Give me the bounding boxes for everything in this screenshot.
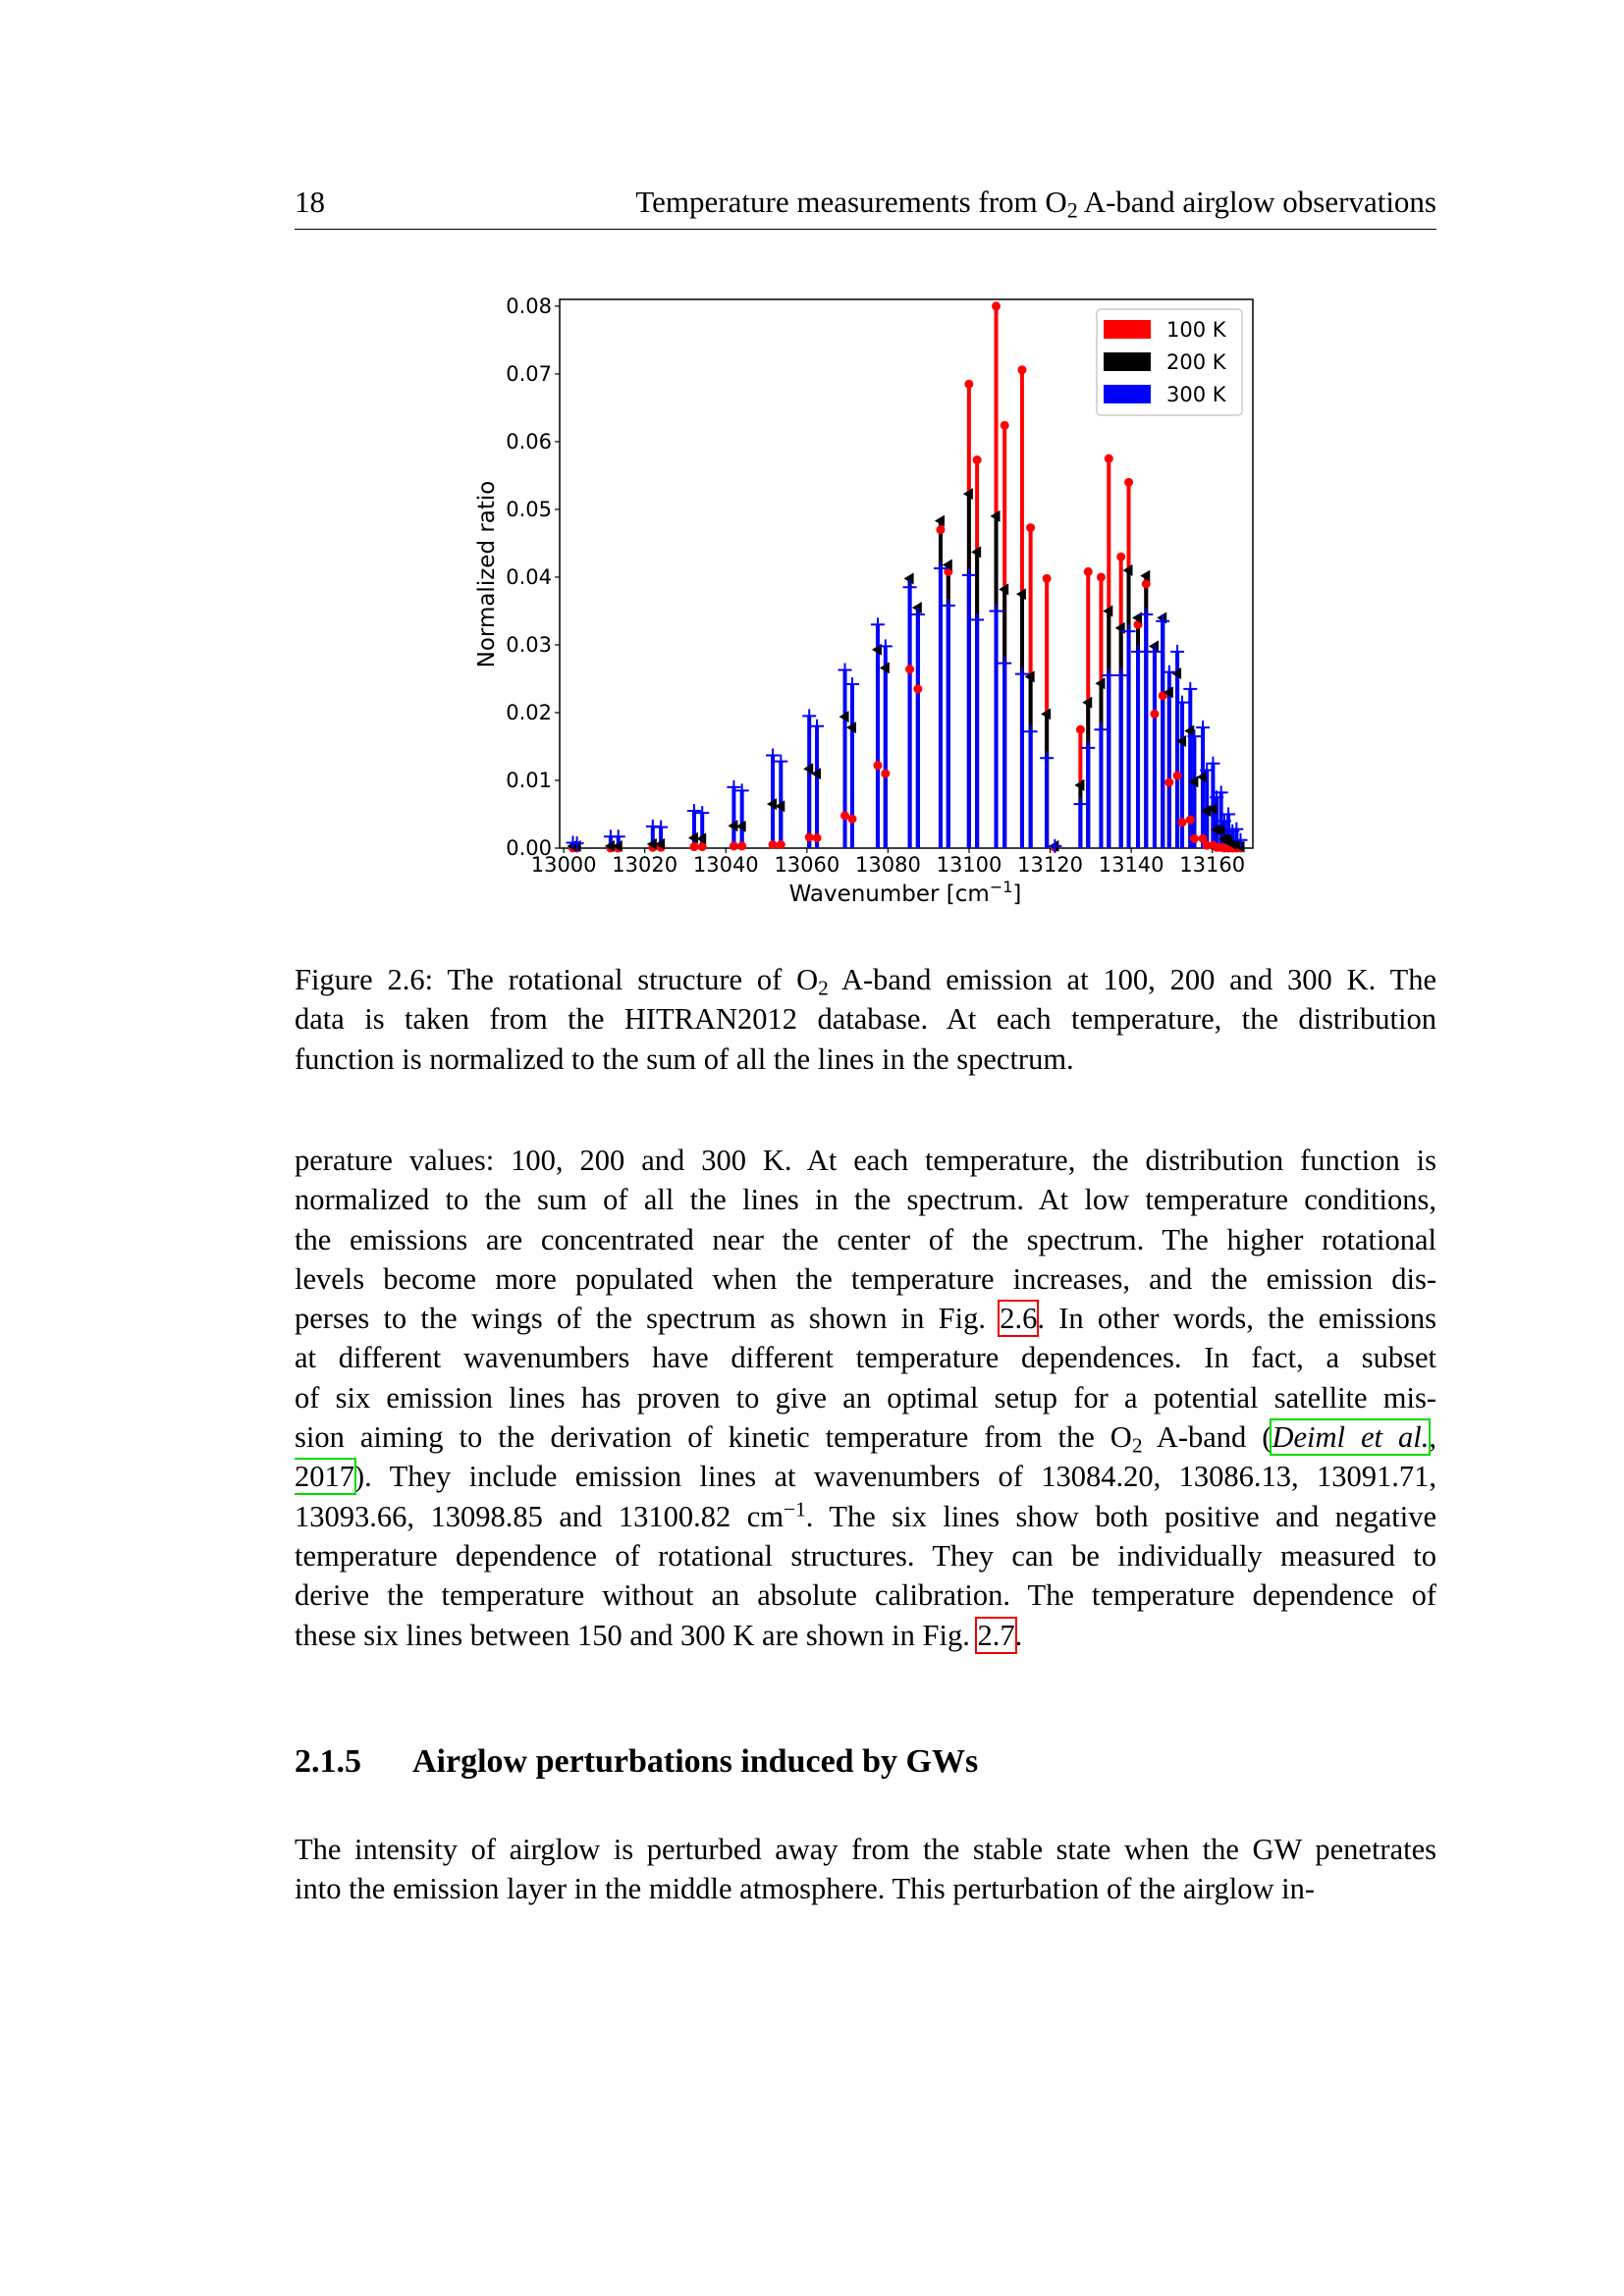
text-segment: levels become more populated when the temperature increases, and the emission dis- bbox=[295, 1261, 1436, 1296]
text-segment: 13093.66, 13098.85 and 13100.82 cm bbox=[295, 1499, 785, 1533]
section-number: 2.1.5 bbox=[295, 1743, 361, 1780]
marker-circle bbox=[1173, 772, 1182, 780]
text-segment: into the emission layer in the middle atmosphere. This perturbation of the airglow in- bbox=[295, 1872, 1316, 1906]
marker-circle bbox=[737, 841, 746, 850]
text-line bbox=[295, 1299, 1436, 1338]
marker-circle bbox=[1164, 778, 1173, 787]
legend-label: 100 K bbox=[1166, 318, 1226, 342]
legend bbox=[1097, 309, 1242, 415]
text-segment: . bbox=[1014, 1618, 1023, 1652]
x-axis-label-text: Wavenumber [cm bbox=[788, 881, 990, 907]
y-tick-label: 0.07 bbox=[506, 361, 552, 386]
y-tick-label: 0.00 bbox=[506, 836, 552, 860]
legend-swatch bbox=[1104, 385, 1151, 403]
x-tick-label: 13120 bbox=[1017, 853, 1083, 877]
marker-circle bbox=[730, 841, 738, 850]
running-title bbox=[635, 185, 1436, 223]
x-tick-label: 13000 bbox=[530, 853, 597, 877]
x-axis-label-end: ] bbox=[1012, 881, 1022, 907]
marker-circle bbox=[964, 380, 973, 389]
x-tick-label: 13060 bbox=[774, 853, 840, 877]
text-line bbox=[295, 1575, 1436, 1615]
text-line bbox=[295, 1497, 1436, 1536]
marker-circle bbox=[1026, 523, 1035, 532]
marker-circle bbox=[1097, 572, 1106, 581]
figure-2-6-chart bbox=[452, 285, 1276, 923]
text-line bbox=[295, 1830, 1436, 1869]
legend-swatch bbox=[1104, 320, 1151, 339]
subscript: 2 bbox=[818, 976, 829, 1000]
y-tick-label: 0.02 bbox=[506, 700, 552, 724]
x-tick-label: 13040 bbox=[692, 853, 759, 877]
text-line bbox=[295, 1378, 1436, 1417]
text-line bbox=[295, 1338, 1436, 1377]
legend-label: 200 K bbox=[1166, 350, 1226, 374]
text-segment: A-band emission at 100, 200 and 300 K. The bbox=[828, 963, 1436, 996]
text-segment: normalized to the sum of all the lines in the spectrum. At low temperature conditions, bbox=[295, 1183, 1436, 1217]
marker-circle bbox=[777, 840, 785, 849]
y-tick-label: 0.06 bbox=[506, 429, 552, 454]
text-segment: these six lines between 150 and 300 K are shown in Fig. bbox=[295, 1618, 978, 1652]
text-segment: perses to the wings of the spectrum as shown in Fig. bbox=[295, 1302, 1001, 1336]
text-segment: data is taken from the HITRAN2012 database. At each temperature, the distribution bbox=[295, 1002, 1436, 1037]
text-segment: temperature dependence of rotational structures. They can be individually measured to bbox=[295, 1538, 1436, 1573]
text-line bbox=[295, 960, 1436, 999]
section-title: Airglow perturbations induced by GWs bbox=[412, 1743, 979, 1780]
text-line bbox=[295, 1180, 1436, 1219]
superscript: −1 bbox=[784, 1497, 806, 1521]
figure-caption bbox=[295, 960, 1436, 1079]
marker-circle bbox=[847, 815, 856, 824]
running-header bbox=[295, 185, 1436, 223]
marker-circle bbox=[805, 832, 814, 841]
citation-link[interactable]: 2017 bbox=[295, 1460, 354, 1494]
legend-label: 300 K bbox=[1166, 383, 1226, 406]
marker-circle bbox=[913, 684, 922, 693]
text-line bbox=[295, 1616, 1436, 1655]
text-line bbox=[295, 1040, 1436, 1079]
text-segment: , bbox=[1429, 1420, 1436, 1455]
text-line bbox=[295, 1536, 1436, 1575]
legend-swatch bbox=[1104, 352, 1151, 371]
marker-circle bbox=[936, 525, 945, 534]
marker-circle bbox=[1001, 421, 1009, 430]
x-axis-ticks bbox=[531, 848, 1245, 877]
text-line bbox=[295, 1457, 1436, 1496]
marker-circle bbox=[905, 665, 914, 673]
header-rule bbox=[295, 229, 1436, 230]
text-line bbox=[295, 1417, 1436, 1457]
marker-circle bbox=[769, 840, 778, 849]
marker-circle bbox=[1017, 365, 1026, 374]
x-axis-label-sup: −1 bbox=[989, 878, 1013, 896]
body-paragraph-2 bbox=[295, 1830, 1436, 1909]
page-number: 18 bbox=[295, 185, 325, 219]
marker-circle bbox=[1190, 834, 1199, 843]
running-title-text: A-band airglow observations bbox=[1077, 185, 1436, 219]
text-line bbox=[295, 1869, 1436, 1908]
y-tick-label: 0.04 bbox=[506, 564, 552, 589]
marker-circle bbox=[813, 833, 822, 842]
x-axis-label bbox=[789, 878, 1022, 907]
marker-circle bbox=[973, 455, 982, 464]
text-segment: A-band ( bbox=[1142, 1420, 1272, 1455]
citation-link[interactable]: Deiml et al. bbox=[1272, 1420, 1430, 1455]
marker-circle bbox=[1186, 816, 1195, 825]
marker-circle bbox=[992, 301, 1001, 310]
marker-circle bbox=[1178, 818, 1187, 827]
x-tick-label: 13020 bbox=[612, 853, 678, 877]
text-segment: function is normalized to the sum of all the lines in the spectrum. bbox=[295, 1041, 1074, 1076]
y-axis-ticks bbox=[506, 294, 560, 860]
y-tick-label: 0.01 bbox=[506, 768, 552, 792]
marker-circle bbox=[1116, 553, 1125, 561]
x-tick-label: 13080 bbox=[855, 853, 921, 877]
marker-circle bbox=[689, 842, 698, 851]
marker-circle bbox=[1076, 725, 1085, 734]
marker-circle bbox=[1124, 478, 1133, 487]
marker-circle bbox=[873, 761, 882, 770]
section-heading bbox=[295, 1743, 978, 1781]
x-tick-label: 13160 bbox=[1179, 853, 1246, 877]
text-segment: the emissions are concentrated near the center of the spectrum. The higher rotational bbox=[295, 1222, 1436, 1256]
body-paragraph bbox=[295, 1141, 1436, 1655]
marker-circle bbox=[1150, 710, 1159, 719]
text-line bbox=[295, 1220, 1436, 1259]
y-tick-label: 0.05 bbox=[506, 497, 552, 521]
text-line bbox=[295, 1141, 1436, 1180]
running-title-text: Temperature measurements from O bbox=[635, 185, 1067, 219]
x-tick-label: 13140 bbox=[1098, 853, 1164, 877]
marker-circle bbox=[1105, 454, 1113, 463]
marker-circle bbox=[1084, 567, 1093, 576]
text-segment: Figure 2.6: The rotational structure of O bbox=[295, 963, 819, 996]
y-tick-label: 0.03 bbox=[506, 632, 552, 657]
text-line bbox=[295, 1259, 1436, 1299]
text-segment: sion aiming to the derivation of kinetic temperature from the O bbox=[295, 1420, 1132, 1455]
text-segment: of six emission lines has proven to give an optimal setup for a potential satellite mis- bbox=[295, 1380, 1436, 1415]
text-segment: perature values: 100, 200 and 300 K. At each temperature, the distribution function is bbox=[295, 1144, 1436, 1177]
marker-circle bbox=[881, 770, 890, 778]
text-line bbox=[295, 999, 1436, 1039]
text-segment: ). They include emission lines at wavenumbers of 13084.20, 13086.13, 13091.71, bbox=[354, 1460, 1436, 1494]
text-segment: . The six lines show both positive and negative bbox=[805, 1499, 1436, 1533]
text-segment: . In other words, the emissions bbox=[1037, 1302, 1436, 1336]
y-tick-label: 0.08 bbox=[506, 294, 552, 318]
x-tick-label: 13100 bbox=[936, 853, 1002, 877]
text-segment: The intensity of airglow is perturbed away from the stable state when the GW penetrates bbox=[295, 1833, 1436, 1866]
figure-reference-link[interactable]: 2.6 bbox=[1000, 1302, 1038, 1336]
y-axis-label: Normalized ratio bbox=[474, 480, 500, 668]
subscript: 2 bbox=[1066, 198, 1078, 223]
figure-reference-link[interactable]: 2.7 bbox=[977, 1618, 1015, 1652]
marker-circle bbox=[1043, 574, 1052, 583]
subscript: 2 bbox=[1131, 1433, 1143, 1458]
text-segment: at different wavenumbers have different temperature dependences. In fact, a subset bbox=[295, 1341, 1436, 1375]
text-segment: derive the temperature without an absolute calibration. The temperature dependence of bbox=[295, 1578, 1436, 1613]
